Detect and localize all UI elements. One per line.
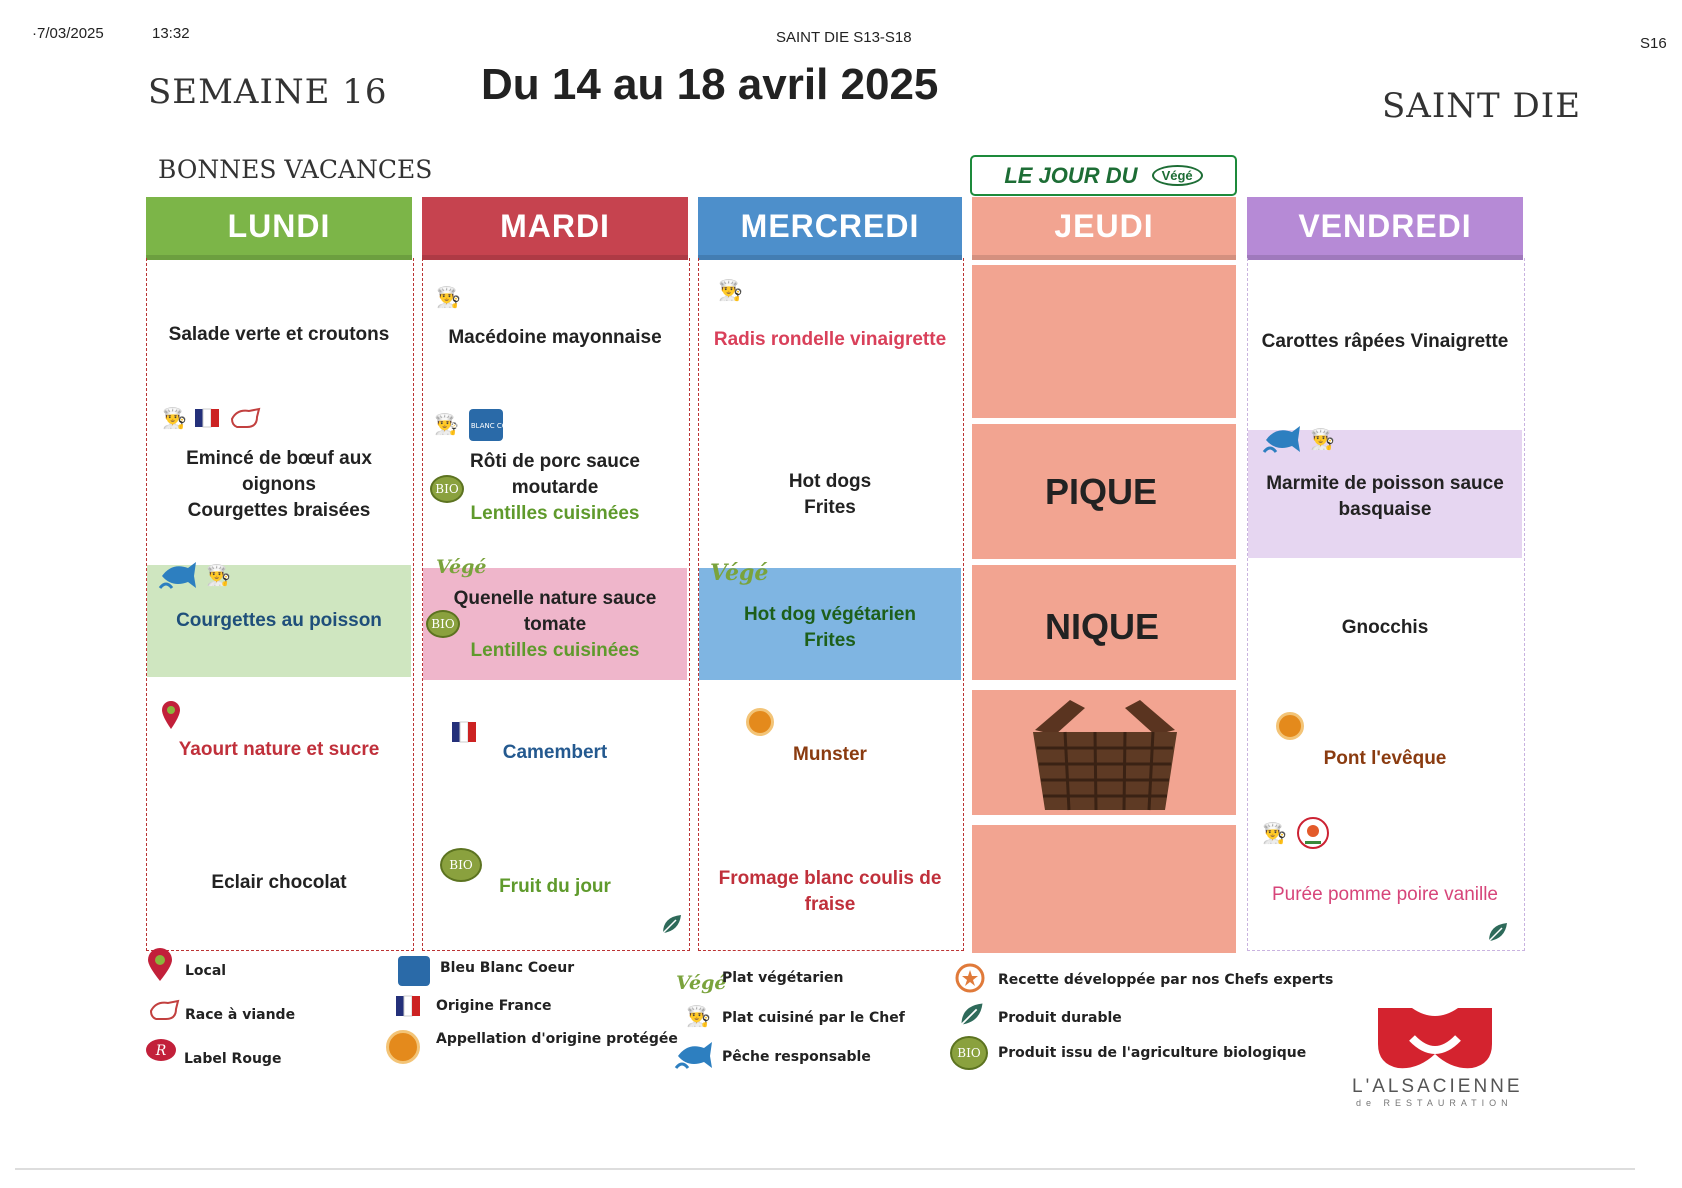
vendredi-main-icons <box>1262 422 1335 456</box>
label-rouge-icon <box>144 1036 178 1064</box>
cow-icon <box>229 405 263 431</box>
legend-label-rouge: Label Rouge <box>184 1051 282 1067</box>
fish-icon <box>1262 422 1302 456</box>
vendredi-starter: Carottes râpées Vinaigrette <box>1261 331 1509 352</box>
vege-icon: Végé <box>676 972 727 994</box>
mardi-main: Rôti de porc sauce moutarde Lentilles cuisinées <box>470 451 640 524</box>
cow-icon <box>148 997 182 1023</box>
site-name: SAINT DIE <box>1382 86 1582 126</box>
day-header-mercredi: MERCREDI <box>698 197 962 260</box>
legend-peche: Pêche responsable <box>722 1049 871 1065</box>
lundi-dairy: Yaourt nature et sucre <box>178 739 380 760</box>
vendredi-dessert-icons <box>1262 815 1331 851</box>
mardi-starter: Macédoine mayonnaise <box>448 327 662 348</box>
chef-hat-icon: 👨‍🍳 <box>206 563 231 587</box>
lundi-alt: Courgettes au poisson <box>176 610 382 631</box>
jeudi-block-5 <box>972 825 1236 953</box>
france-flag-icon <box>195 406 221 430</box>
mercredi-dairy: Munster <box>793 744 867 765</box>
lundi-alt-icons <box>158 558 231 592</box>
mercredi-starter: Radis rondelle vinaigrette <box>713 329 947 350</box>
bio-icon: BIO <box>950 1036 988 1070</box>
mardi-dairy: Camembert <box>502 742 608 763</box>
week-label: SEMAINE 16 <box>148 72 388 112</box>
durable-leaf-icon <box>660 912 684 936</box>
mardi-alt: Quenelle nature sauce tomate Lentilles cuisinées <box>453 588 657 661</box>
fish-icon <box>158 558 198 592</box>
vege-logo: Végé <box>1152 165 1203 186</box>
legend-race: Race à viande <box>185 1007 296 1023</box>
bio-icon: BIO <box>426 610 460 638</box>
jeudi-word-nique: NIQUE <box>1045 606 1160 647</box>
legend-origine: Origine France <box>436 998 552 1014</box>
vendredi-main: Marmite de poisson sauce basquaise <box>1266 473 1504 520</box>
mercredi-main: Hot dogs Frites <box>788 471 872 518</box>
vendredi-dessert: Purée pomme poire vanille <box>1271 884 1498 905</box>
picnic-basket-icon <box>1025 690 1185 818</box>
print-date: ·7/03/2025 <box>32 25 104 42</box>
vege-day-text: LE JOUR DU <box>1004 162 1138 188</box>
legend-vege: Plat végétarien <box>722 970 844 986</box>
print-time: 13:32 <box>152 25 190 42</box>
legend-chef: Plat cuisiné par le Chef <box>722 1010 905 1026</box>
chef-hat-icon: 👨‍🍳 <box>436 285 461 309</box>
vege-day-badge <box>970 155 1237 196</box>
page-title: Du 14 au 18 avril 2025 <box>481 60 939 109</box>
lundi-dessert: Eclair chocolat <box>211 872 347 893</box>
lundi-main-icons <box>162 405 263 431</box>
chef-hat-icon: 👨‍🍳 <box>1262 821 1287 845</box>
bleu-blanc-coeur-icon <box>450 405 522 443</box>
durable-leaf-icon <box>958 1000 986 1028</box>
legend-bio: Produit issu de l'agriculture biologique <box>998 1045 1307 1061</box>
fish-icon <box>674 1038 714 1072</box>
day-header-vendredi: VENDREDI <box>1247 197 1523 260</box>
mardi-dessert: Fruit du jour <box>499 876 611 897</box>
svg-text:BLEU BLANC COEUR: BLEU BLANC COEUR <box>450 422 522 430</box>
chef-hat-icon: 👨‍🍳 <box>1310 427 1335 451</box>
legend-aop: Appellation d'origine protégée <box>436 1031 678 1047</box>
chef-hat-icon: 👨‍🍳 <box>434 412 459 436</box>
alsacienne-logo-icon <box>1372 1004 1498 1076</box>
vergers-ecoresponsables-icon <box>1295 815 1331 851</box>
bottom-rule <box>15 1168 1635 1170</box>
logo-name: L'ALSACIENNE <box>1352 1076 1523 1097</box>
lundi-main: Emincé de bœuf aux oignons Courgettes braisées <box>186 448 372 521</box>
legend-local: Local <box>185 963 227 979</box>
chef-hat-icon: 👨‍🍳 <box>718 278 743 302</box>
week-code: S16 <box>1640 35 1667 52</box>
legend-bbc: Bleu Blanc Coeur <box>440 960 575 976</box>
bio-icon: BIO <box>430 475 464 503</box>
chef-hat-icon: 👨‍🍳 <box>162 406 187 430</box>
jeudi-word-pique: PIQUE <box>1045 471 1158 512</box>
vege-icon: Végé <box>436 556 487 578</box>
holiday-subtitle: BONNES VACANCES <box>158 155 433 184</box>
day-header-lundi: LUNDI <box>146 197 412 260</box>
bleu-blanc-coeur-icon <box>396 952 434 988</box>
local-pin-icon <box>146 948 174 982</box>
logo-tagline: de RESTAURATION <box>1356 1098 1513 1108</box>
svg-text:R: R <box>155 1043 167 1059</box>
chef-hat-icon: 👨‍🍳 <box>686 1004 711 1028</box>
chef-expert-star-icon <box>954 962 986 994</box>
vendredi-alt: Gnocchis <box>1341 617 1429 638</box>
vege-icon: Végé <box>710 560 769 586</box>
aop-icon <box>386 1030 420 1064</box>
site-code: SAINT DIE S13-S18 <box>776 29 912 46</box>
day-header-jeudi: JEUDI <box>972 197 1236 260</box>
legend-durable: Produit durable <box>998 1010 1122 1026</box>
legend-recette: Recette développée par nos Chefs experts <box>998 972 1334 988</box>
vendredi-dairy: Pont l'evêque <box>1323 748 1447 769</box>
france-flag-icon <box>394 992 424 1022</box>
durable-leaf-icon <box>1486 920 1510 944</box>
jeudi-block-1 <box>972 265 1236 418</box>
mercredi-dessert: Fromage blanc coulis de fraise <box>718 868 942 915</box>
mardi-main-icons <box>434 405 522 443</box>
day-header-mardi: MARDI <box>422 197 688 260</box>
mercredi-alt: Hot dog végétarien Frites <box>743 604 917 651</box>
lundi-starter: Salade verte et croutons <box>168 324 390 345</box>
bio-icon: BIO <box>440 848 482 882</box>
